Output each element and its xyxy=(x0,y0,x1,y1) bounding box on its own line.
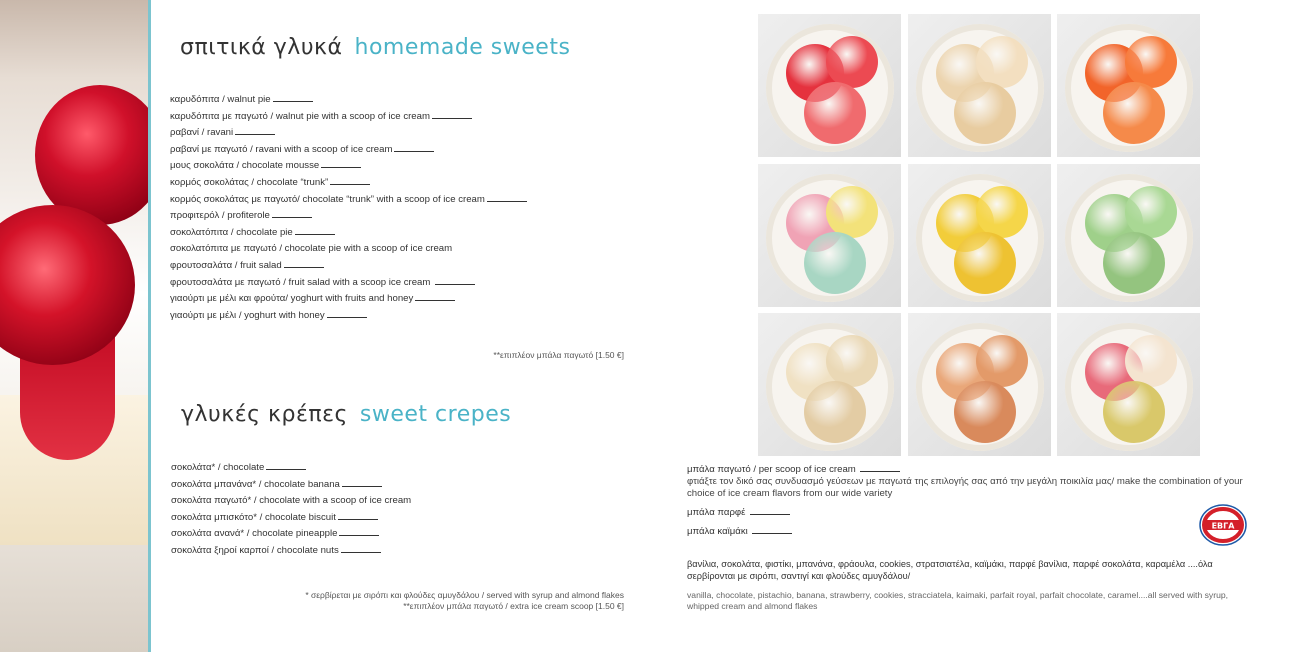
menu-item xyxy=(171,543,411,560)
menu-item xyxy=(170,158,527,175)
menu-item xyxy=(170,208,527,225)
scoop-shape xyxy=(1103,232,1165,294)
scoop-shape xyxy=(826,36,878,88)
scoop-shape xyxy=(1103,82,1165,144)
menu-item-label: σοκολάτα ξηροί καρποί / chocolate nuts xyxy=(171,544,339,556)
scoop-shape xyxy=(804,82,866,144)
scoop-shape xyxy=(976,36,1028,88)
sweet-crepes-list xyxy=(171,460,411,560)
price-blank xyxy=(435,275,475,285)
menu-item-label: φρουτοσαλάτα με παγωτό / fruit salad with a scoop ice cream xyxy=(170,276,434,288)
price-blank xyxy=(341,543,381,553)
menu-item-label: σοκολατόπιτα / chocolate pie xyxy=(170,226,293,238)
menu-item-label: σοκολάτα μπανάνα* / chocolate banana xyxy=(171,478,340,490)
menu-item-label: σοκολάτα μπισκότο* / chocolate biscuit xyxy=(171,511,336,523)
menu-item-label: προφιτερόλ / profiterole xyxy=(170,210,270,222)
menu-item xyxy=(170,241,527,258)
ice-cream-prices xyxy=(687,462,1267,538)
menu-item xyxy=(171,526,411,543)
scoop-shape xyxy=(954,381,1016,443)
price-blank xyxy=(284,258,324,268)
scoop-shape xyxy=(1125,335,1177,387)
sweet-crepes-title xyxy=(181,402,511,427)
yellow-ice-cream-photo xyxy=(908,164,1051,307)
logo-text: ΕΒΓΑ xyxy=(1211,521,1235,531)
combination-description: φτιάξτε τον δικό σας συνδυασμό γεύσεων με παγωτά της επιλογής σας από την μεγάλη ποικιλία μας/ make the combination of your choice of ice cream flavors from our wide variety xyxy=(687,476,1243,499)
scoop-shape xyxy=(804,381,866,443)
menu-item xyxy=(170,125,527,142)
menu-item-label: φρουτοσαλάτα / fruit salad xyxy=(170,259,282,271)
flavors-english: vanilla, chocolate, pistachio, banana, strawberry, cookies, stracciatela, kaimaki, parfait royal, parfait chocolate, caramel....all served with syrup, whipped cream and almond flakes xyxy=(687,590,1229,611)
scoop-shape xyxy=(826,335,878,387)
homemade-sweets-title xyxy=(180,35,570,60)
menu-item-label: μους σοκολάτα / chocolate mousse xyxy=(170,160,320,172)
menu-item-label: σοκολάτα παγωτό* / chocolate with a scoop of ice cream xyxy=(171,495,412,507)
menu-item-label: κορμός σοκολάτας / chocolate “trunk” xyxy=(170,176,329,188)
parfait-label: μπάλα παρφέ xyxy=(687,507,746,518)
title-english: homemade sweets xyxy=(354,35,571,60)
menu-item xyxy=(171,460,411,477)
price-blank xyxy=(394,142,434,152)
scoop-shape xyxy=(954,232,1016,294)
menu-item xyxy=(170,92,527,109)
menu-item-label: σοκολάτα ανανά* / chocolate pineapple xyxy=(171,528,338,540)
title-greek: γλυκές κρέπες xyxy=(181,402,348,427)
title-greek: σπιτικά γλυκά xyxy=(180,35,343,60)
menu-item-label: κορμός σοκολάτας με παγωτό/ chocolate “trunk” with a scoop of ice cream xyxy=(170,193,485,205)
scoop-shape xyxy=(954,82,1016,144)
price-blank xyxy=(273,92,313,102)
mint-chip-ice-cream-photo xyxy=(1057,164,1200,307)
title-english: sweet crepes xyxy=(359,402,512,427)
menu-item-label: γιαούρτι με μέλι και φρούτα/ yoghurt with fruits and honey xyxy=(170,293,414,305)
price-blank xyxy=(432,109,472,119)
orange-ice-cream-photo xyxy=(1057,14,1200,157)
scoop-shape xyxy=(1103,381,1165,443)
scoop-shape xyxy=(804,232,866,294)
red-ice-cream-photo xyxy=(758,14,901,157)
menu-item-label: καρυδόπιτα με παγωτό / walnut pie with a scoop of ice cream xyxy=(170,110,430,122)
parfait-row xyxy=(687,505,1267,519)
menu-item-label: γιαούρτι με μέλι / yoghurt with honey xyxy=(170,309,325,321)
scoop-shape xyxy=(1125,36,1177,88)
menu-item-label: σοκολατόπιτα με παγωτό / chocolate pie with a scoop of ice cream xyxy=(170,243,453,255)
menu-item xyxy=(170,275,527,292)
topdown-cups-photo xyxy=(1057,313,1200,456)
scoop-shape xyxy=(976,335,1028,387)
menu-item-label: καρυδόπιτα / walnut pie xyxy=(170,94,271,105)
extra-scoop-note: **επιπλέον μπάλα παγωτό / extra ice cream scoop [1.50 €] xyxy=(403,601,624,611)
scoop-shape xyxy=(826,186,878,238)
assorted-cups-photo xyxy=(758,164,901,307)
menu-item xyxy=(170,142,527,159)
price-blank xyxy=(327,308,367,318)
evga-logo xyxy=(1197,497,1249,549)
scoop-shape xyxy=(976,186,1028,238)
cherry-cheesecake-photo xyxy=(0,0,148,652)
extra-scoop-note: **επιπλέον μπάλα παγωτό [1.50 €] xyxy=(493,350,624,360)
price-blank xyxy=(339,526,379,536)
cream-ice-cream-photo xyxy=(758,313,901,456)
price-blank xyxy=(266,460,306,470)
kaimaki-label: μπάλα καϊμάκι xyxy=(687,526,748,537)
cherry-shape xyxy=(35,85,148,225)
menu-item xyxy=(170,109,527,126)
price-blank xyxy=(750,505,790,515)
crepes-notes xyxy=(305,590,624,612)
price-blank xyxy=(342,477,382,487)
menu-item-label: ραβανί με παγωτό / ravani with a scoop of ice cream xyxy=(170,143,393,155)
menu-item xyxy=(170,225,527,242)
per-scoop-row xyxy=(687,462,1267,476)
flavors-greek: βανίλια, σοκολάτα, φιστίκι, μπανάνα, φράουλα, cookies, στρατσιατέλα, καϊμάκι, παρφέ βανίλια, παρφέ σοκολάτα, καραμέλα ....όλα σερβίρονται με σιρόπι, σαντιγί και φλούδες αμυγδάλου/ xyxy=(687,559,1213,581)
price-blank xyxy=(860,462,900,472)
scoop-shape xyxy=(1125,186,1177,238)
price-blank xyxy=(415,291,455,301)
price-blank xyxy=(487,192,527,202)
page-divider xyxy=(148,0,151,652)
homemade-sweets-list xyxy=(170,92,527,324)
menu-item xyxy=(171,493,411,510)
menu-item xyxy=(170,192,527,209)
price-blank xyxy=(338,510,378,520)
menu-item xyxy=(170,175,527,192)
price-blank xyxy=(321,158,361,168)
vanilla-ice-cream-photo xyxy=(908,14,1051,157)
menu-item xyxy=(170,258,527,275)
menu-item xyxy=(170,308,527,325)
per-scoop-label: μπάλα παγωτό / per scoop of ice cream xyxy=(687,464,856,475)
kaimaki-row xyxy=(687,521,1267,538)
price-blank xyxy=(330,175,370,185)
menu-item xyxy=(171,477,411,494)
menu-item xyxy=(170,291,527,308)
price-blank xyxy=(235,125,275,135)
price-blank xyxy=(752,524,792,534)
menu-item-label: ραβανί / ravani xyxy=(170,127,234,139)
syrup-note: * σερβίρεται με σιρόπι και φλούδες αμυγδάλου / served with syrup and almond flakes xyxy=(305,590,624,600)
price-blank xyxy=(295,225,335,235)
menu-item xyxy=(171,510,411,527)
cookie-ice-cream-photo xyxy=(908,313,1051,456)
price-blank xyxy=(272,208,312,218)
menu-item-label: σοκολάτα* / chocolate xyxy=(171,462,265,473)
